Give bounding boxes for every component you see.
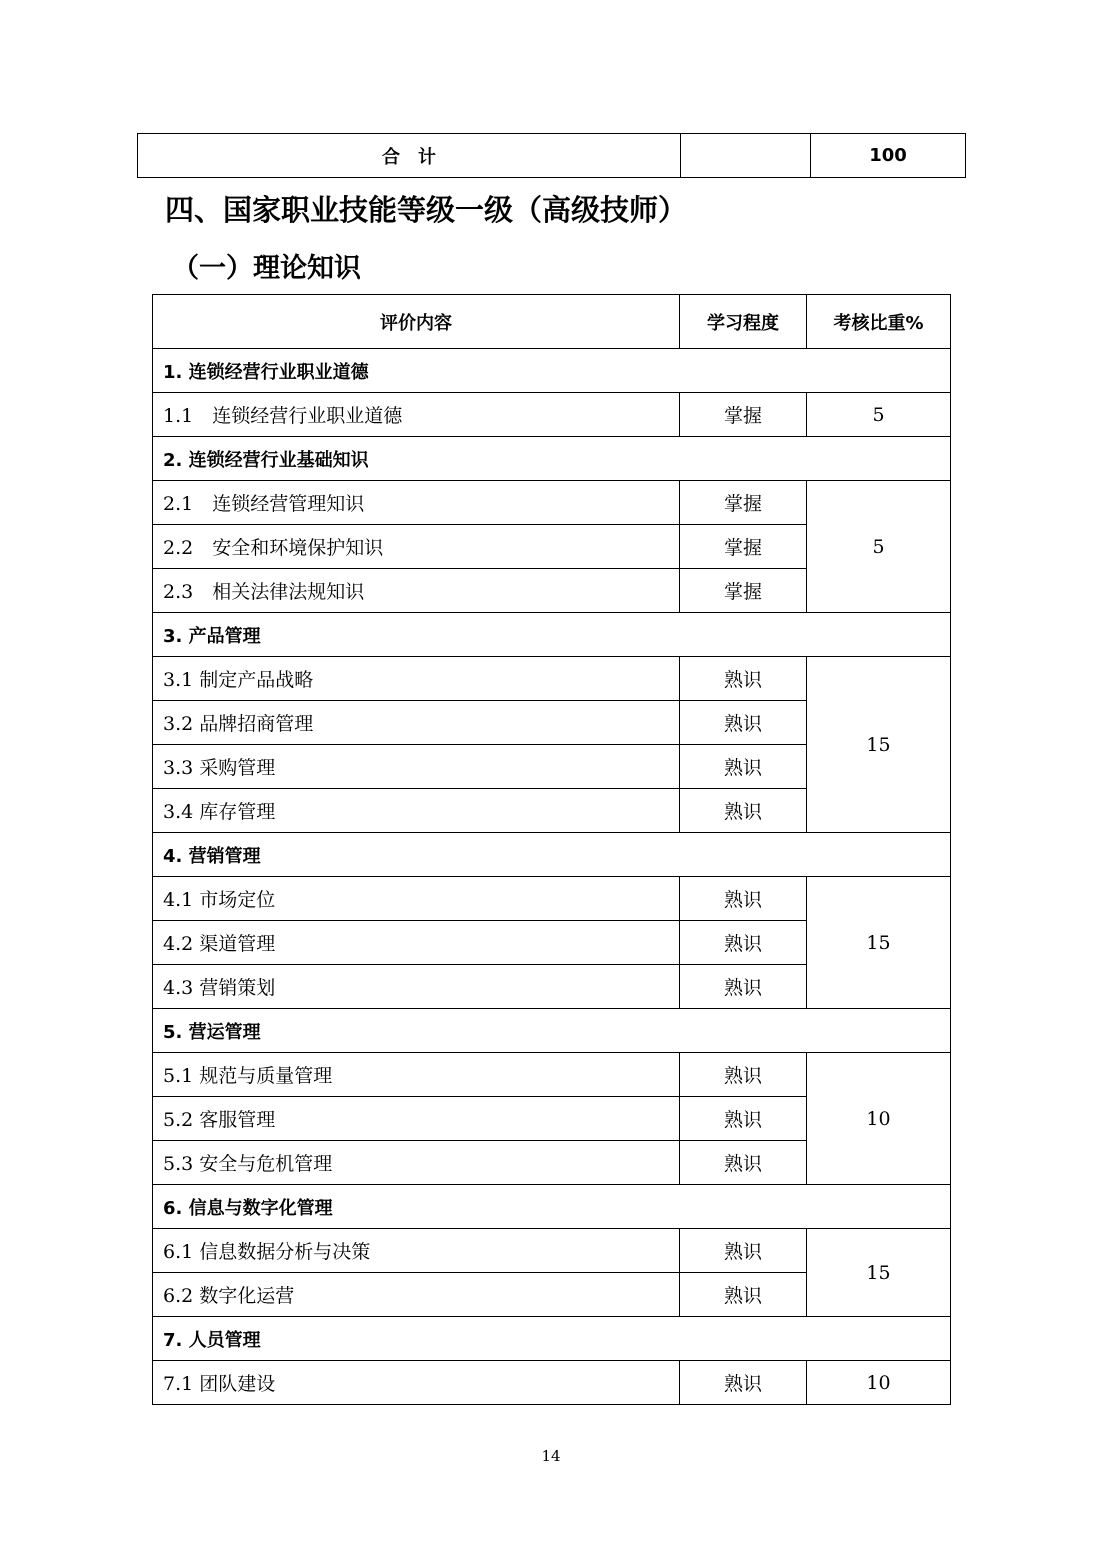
- table-row: [153, 657, 951, 701]
- item-content: 4.3 营销策划: [153, 965, 680, 1009]
- section-row: [153, 349, 951, 393]
- table-row: [153, 1361, 951, 1405]
- item-level: 掌握: [680, 525, 807, 569]
- section-row: [153, 833, 951, 877]
- item-content: 4.2 渠道管理: [153, 921, 680, 965]
- theory-knowledge-table: [152, 294, 951, 1405]
- item-content: 5.2 客服管理: [153, 1097, 680, 1141]
- item-level: 熟识: [680, 877, 807, 921]
- item-content: 4.1 市场定位: [153, 877, 680, 921]
- item-level: 熟识: [680, 1229, 807, 1273]
- section-title: 3. 产品管理: [153, 613, 951, 657]
- table-row: [153, 877, 951, 921]
- section-title: 2. 连锁经营行业基础知识: [153, 437, 951, 481]
- item-content: 3.2 品牌招商管理: [153, 701, 680, 745]
- item-level: 熟识: [680, 1097, 807, 1141]
- section-row: [153, 1317, 951, 1361]
- section-row: [153, 437, 951, 481]
- item-content: 2.3 相关法律法规知识: [153, 569, 680, 613]
- item-level: 熟识: [680, 965, 807, 1009]
- table-header-row: [153, 295, 951, 349]
- page-number: 14: [541, 1447, 561, 1465]
- item-level: 掌握: [680, 393, 807, 437]
- item-level: 掌握: [680, 481, 807, 525]
- header-level: 学习程度: [680, 295, 807, 349]
- section-title: 5. 营运管理: [153, 1009, 951, 1053]
- table-row: [153, 481, 951, 525]
- item-level: 熟识: [680, 1273, 807, 1317]
- header-weight: 考核比重%: [807, 295, 951, 349]
- section-title: 1. 连锁经营行业职业道德: [153, 349, 951, 393]
- total-empty-cell: [681, 134, 811, 178]
- item-level: 熟识: [680, 789, 807, 833]
- section-weight: 5: [807, 481, 951, 613]
- section-weight: 15: [807, 1229, 951, 1317]
- heading-main: 四、国家职业技能等级一级（高级技师）: [165, 193, 688, 227]
- item-level: 熟识: [680, 657, 807, 701]
- item-level: 熟识: [680, 921, 807, 965]
- item-level: 熟识: [680, 1361, 807, 1405]
- total-value: 100: [811, 134, 966, 178]
- item-content: 3.1 制定产品战略: [153, 657, 680, 701]
- section-title: 7. 人员管理: [153, 1317, 951, 1361]
- heading-sub: （一）理论知识: [172, 253, 361, 284]
- item-level: 熟识: [680, 745, 807, 789]
- section-weight: 15: [807, 657, 951, 833]
- item-content: 5.3 安全与危机管理: [153, 1141, 680, 1185]
- total-table: [137, 133, 966, 178]
- total-row: [138, 134, 966, 178]
- item-level: 熟识: [680, 701, 807, 745]
- section-weight: 5: [807, 393, 951, 437]
- total-label: 合 计: [138, 134, 681, 178]
- section-weight: 10: [807, 1053, 951, 1185]
- section-row: [153, 1009, 951, 1053]
- section-title: 4. 营销管理: [153, 833, 951, 877]
- item-content: 3.3 采购管理: [153, 745, 680, 789]
- section-weight: 10: [807, 1361, 951, 1405]
- section-title: 6. 信息与数字化管理: [153, 1185, 951, 1229]
- section-row: [153, 613, 951, 657]
- item-content: 6.1 信息数据分析与决策: [153, 1229, 680, 1273]
- item-content: 1.1 连锁经营行业职业道德: [153, 393, 680, 437]
- item-content: 2.2 安全和环境保护知识: [153, 525, 680, 569]
- item-content: 7.1 团队建设: [153, 1361, 680, 1405]
- table-row: [153, 1229, 951, 1273]
- item-content: 5.1 规范与质量管理: [153, 1053, 680, 1097]
- item-level: 熟识: [680, 1141, 807, 1185]
- item-content: 6.2 数字化运营: [153, 1273, 680, 1317]
- item-level: 掌握: [680, 569, 807, 613]
- section-row: [153, 1185, 951, 1229]
- item-content: 2.1 连锁经营管理知识: [153, 481, 680, 525]
- table-row: [153, 1053, 951, 1097]
- table-row: [153, 393, 951, 437]
- item-level: 熟识: [680, 1053, 807, 1097]
- header-content: 评价内容: [153, 295, 680, 349]
- item-content: 3.4 库存管理: [153, 789, 680, 833]
- section-weight: 15: [807, 877, 951, 1009]
